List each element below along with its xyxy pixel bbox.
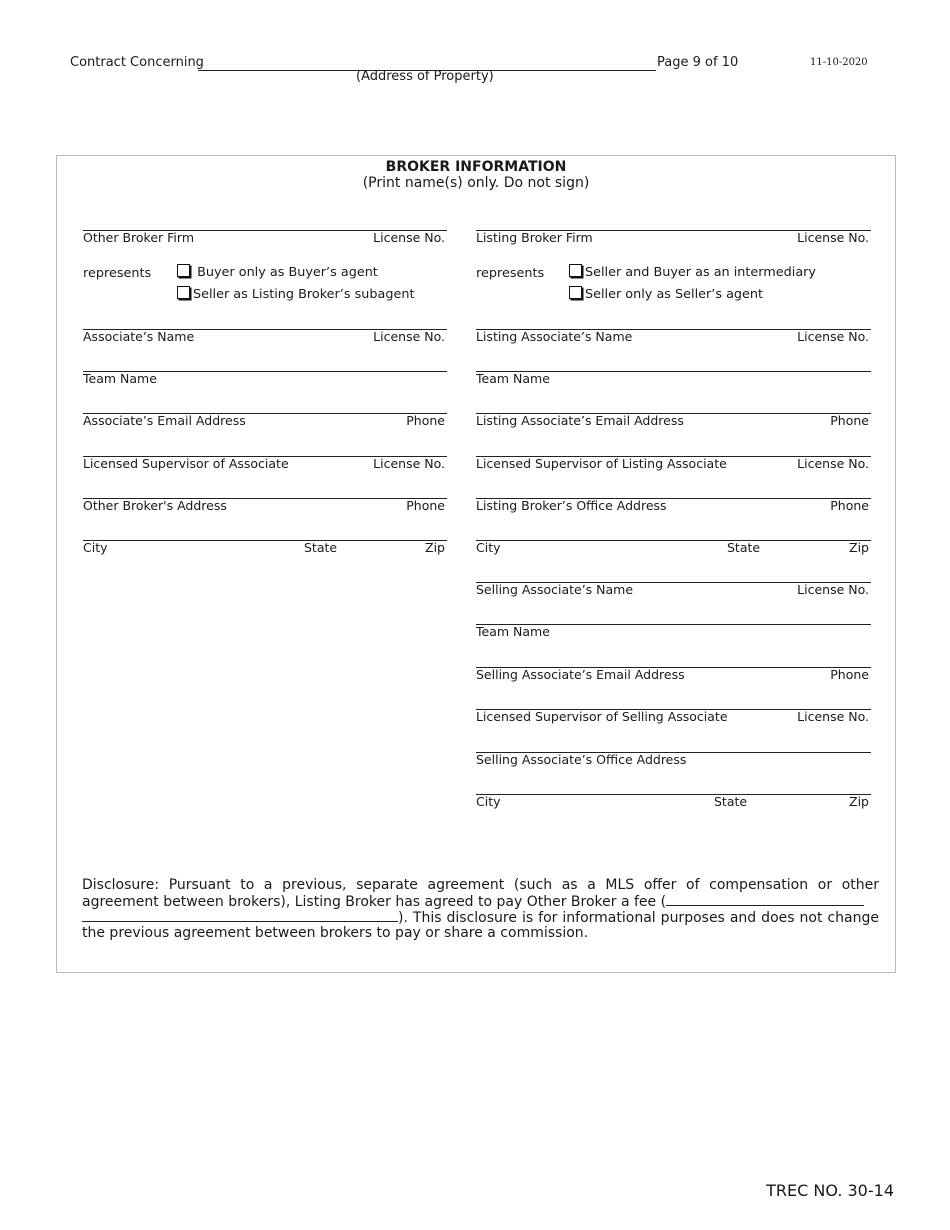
field-label: Selling Associate’s Name (476, 582, 634, 597)
field-label: Licensed Supervisor of Selling Associate (476, 709, 728, 724)
field-label-right: License No. (797, 582, 869, 597)
option-label: Buyer only as Buyer’s agent (197, 265, 378, 280)
field-label: Team Name (83, 371, 157, 386)
field-label: Other Broker's Address (83, 498, 227, 513)
field-label-right: License No. (373, 230, 445, 245)
page-number: Page 9 of 10 (657, 55, 739, 70)
field-label: Selling Associate’s Email Address (476, 667, 685, 682)
field-label: City (83, 540, 108, 555)
field-label-right: Phone (406, 413, 445, 428)
listing-associate-name-field[interactable] (476, 329, 871, 349)
state-label: State (714, 794, 748, 809)
section-title: BROKER INFORMATION (385, 159, 567, 175)
fee-field-part1[interactable] (666, 893, 864, 906)
state-label: State (304, 540, 338, 555)
listing-broker-firm-field[interactable] (476, 230, 871, 250)
field-label: City (476, 794, 501, 809)
checkbox[interactable] (177, 264, 190, 277)
broker-information-box (56, 155, 896, 973)
field-label-right: Phone (830, 667, 869, 682)
zip-label: Zip (849, 540, 869, 555)
other-broker-address-field[interactable] (83, 498, 447, 518)
associate-email-field[interactable] (83, 413, 447, 433)
form-date: 11-10-2020 (810, 57, 868, 68)
represents-label-right: represents (476, 266, 545, 281)
field-label: Licensed Supervisor of Listing Associate (476, 456, 727, 471)
section-subtitle: (Print name(s) only. Do not sign) (362, 175, 590, 191)
zip-label: Zip (425, 540, 445, 555)
buyer-agent-option[interactable] (177, 264, 378, 280)
field-label-right: Phone (830, 413, 869, 428)
disclosure-text-1: Disclosure: Pursuant to a previous, separate agreement (such as a MLS offer of compensation or other agreement between brokers), Listing Broker has agreed to pay Other Broker a fee ( (82, 877, 879, 910)
field-label: Other Broker Firm (83, 230, 194, 245)
listing-associate-email-field[interactable] (476, 413, 871, 433)
associate-name-field[interactable] (83, 329, 447, 349)
other-broker-firm-field[interactable] (83, 230, 447, 250)
team-name-field-left[interactable] (83, 371, 447, 391)
field-label-right: License No. (797, 709, 869, 724)
option-label: Seller and Buyer as an intermediary (585, 265, 816, 280)
field-label: Team Name (476, 371, 550, 386)
licensed-supervisor-listing-field[interactable] (476, 456, 871, 476)
zip-label: Zip (849, 794, 869, 809)
field-label: Listing Broker’s Office Address (476, 498, 667, 513)
city-state-zip-field-listing[interactable] (476, 540, 871, 560)
field-label: City (476, 540, 501, 555)
city-state-zip-field-left[interactable] (83, 540, 447, 560)
licensed-supervisor-selling-field[interactable] (476, 709, 871, 729)
field-label: Associate’s Name (83, 329, 195, 344)
disclosure-paragraph (82, 878, 879, 940)
intermediary-option[interactable] (569, 264, 816, 280)
selling-associate-name-field[interactable] (476, 582, 871, 602)
listing-broker-office-address-field[interactable] (476, 498, 871, 518)
state-label: State (727, 540, 761, 555)
field-label: Selling Associate’s Office Address (476, 752, 687, 767)
field-label-right: License No. (797, 230, 869, 245)
checkbox[interactable] (177, 286, 190, 299)
field-label: Listing Associate’s Name (476, 329, 633, 344)
team-name-field-listing[interactable] (476, 371, 871, 391)
field-label-right: License No. (373, 456, 445, 471)
address-caption: (Address of Property) (356, 69, 494, 84)
seller-agent-option[interactable] (569, 286, 763, 302)
field-label-right: Phone (406, 498, 445, 513)
field-label: Associate’s Email Address (83, 413, 246, 428)
licensed-supervisor-field-left[interactable] (83, 456, 447, 476)
option-label: Seller only as Seller’s agent (585, 287, 764, 302)
field-label: Team Name (476, 624, 550, 639)
checkbox[interactable] (569, 264, 582, 277)
disclosure-text-2: ). This disclosure is for informational purposes and does not change the previous agreement between brokers to pay or share a commission. (82, 910, 879, 941)
field-label-right: License No. (797, 456, 869, 471)
seller-subagent-option[interactable] (177, 286, 414, 302)
field-label: Licensed Supervisor of Associate (83, 456, 289, 471)
checkbox[interactable] (569, 286, 582, 299)
contract-concerning-label: Contract Concerning (70, 55, 204, 70)
selling-associate-email-field[interactable] (476, 667, 871, 687)
field-label-right: Phone (830, 498, 869, 513)
form-number: TREC NO. 30-14 (766, 1181, 894, 1200)
field-label: Listing Associate’s Email Address (476, 413, 684, 428)
field-label-right: License No. (373, 329, 445, 344)
fee-field-part2[interactable] (82, 909, 398, 922)
represents-label-left: represents (83, 266, 152, 281)
field-label: Listing Broker Firm (476, 230, 593, 245)
city-state-zip-field-selling[interactable] (476, 794, 871, 814)
team-name-field-selling[interactable] (476, 624, 871, 644)
field-label-right: License No. (797, 329, 869, 344)
option-label: Seller as Listing Broker’s subagent (193, 287, 415, 302)
selling-associate-office-address-field[interactable] (476, 752, 871, 772)
